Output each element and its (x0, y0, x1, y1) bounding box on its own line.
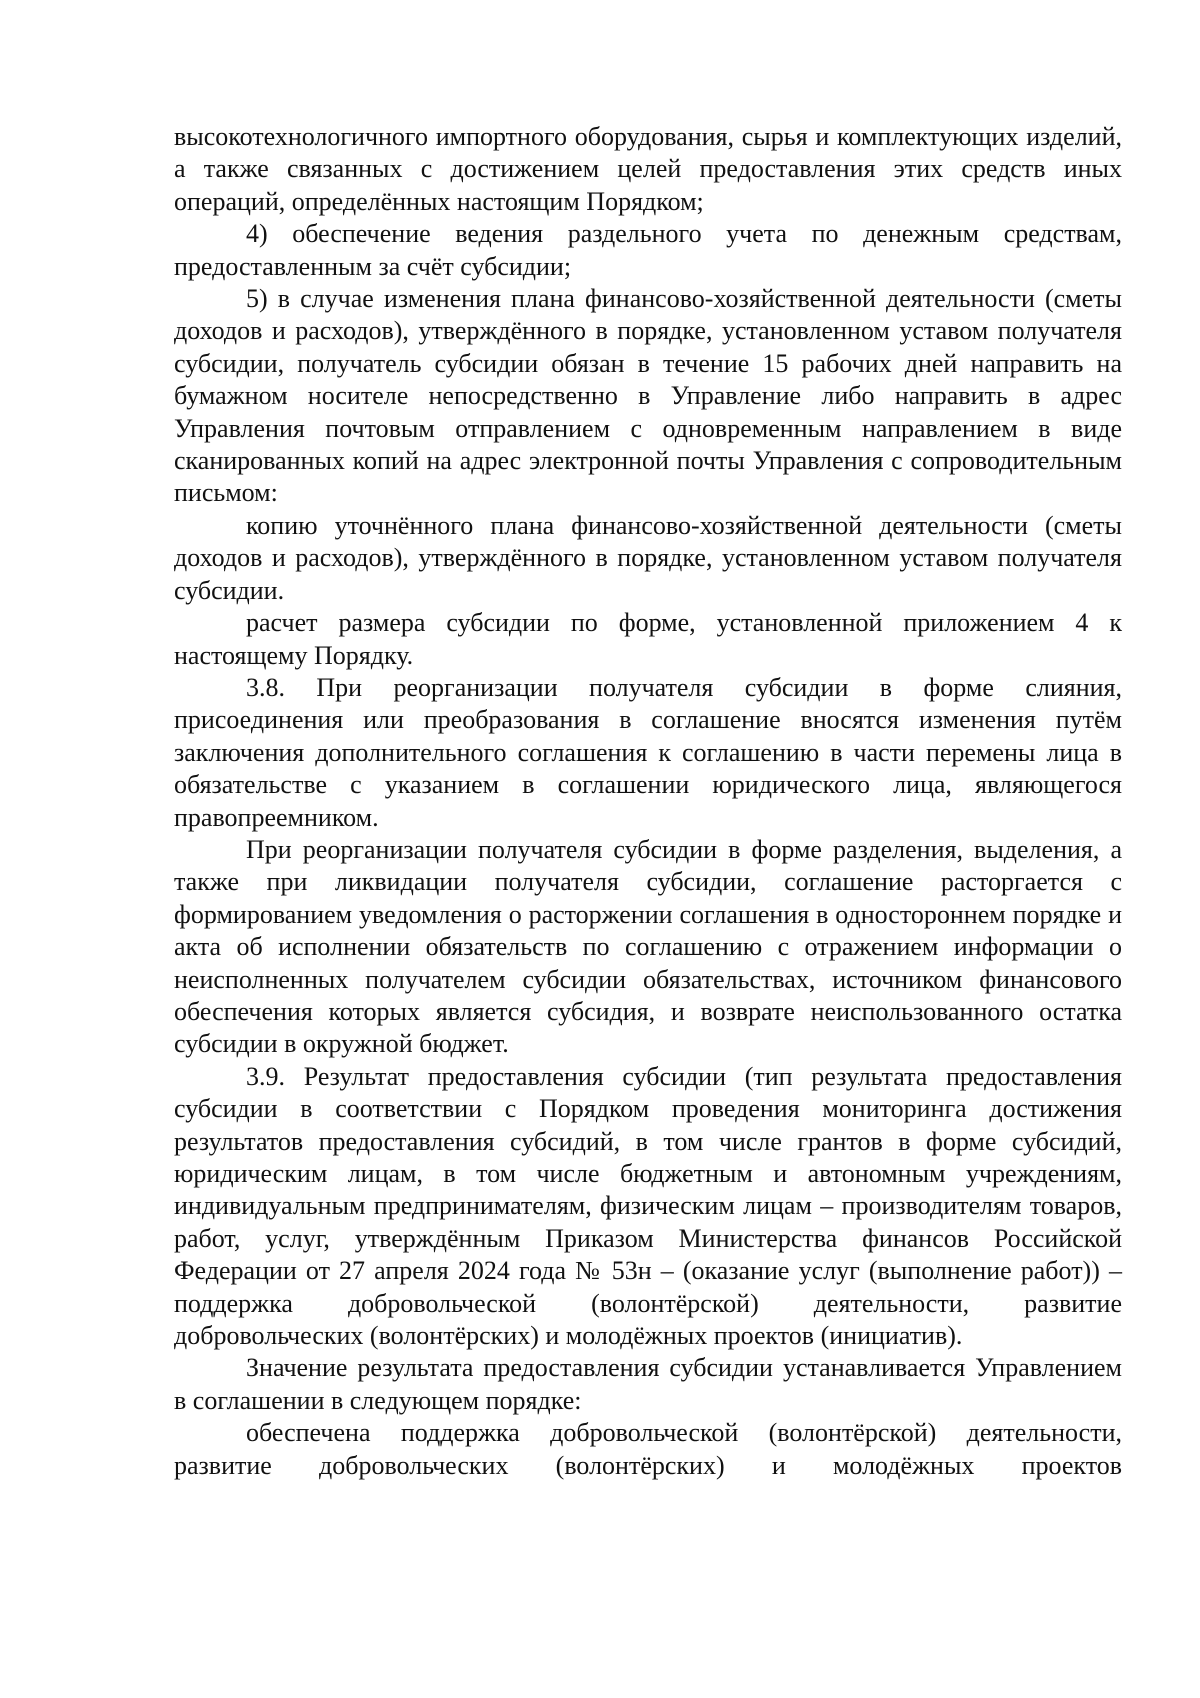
paragraph-item-4: 4) обеспечение ведения раздельного учета по денежным средствам, предоставленным за счёт субсидии; (174, 219, 1122, 281)
document-page (174, 121, 1122, 1482)
paragraph-plan-copy: копию уточнённого плана финансово-хозяйственной деятельности (сметы доходов и расходов), утверждённого в порядке, установленном уставом получателя субсидии. (174, 510, 1122, 605)
paragraph-item-5: 5) в случае изменения плана финансово-хозяйственной деятельности (сметы доходов и расходов), утверждённого в порядке, установленном уставом получателя субсидии, получатель субсидии обязан в течение 15 рабочих дней направить на бумажном носителе непосредственно в Управление либо направить в адрес Управления почтовым отправлением с одновременным направлением в виде сканированных копий на адрес электронной почты Управления с сопроводительным письмом: (174, 284, 1122, 508)
paragraph-support-provided: обеспечена поддержка добровольческой (волонтёрской) деятельности, развитие добровольческих (волонтёрских) и молодёжных проектов (174, 1418, 1122, 1480)
paragraph-continuation: высокотехнологичного импортного оборудования, сырья и комплектующих изделий, а также связанных с достижением целей предоставления этих средств иных операций, определённых настоящим Порядком; (174, 122, 1122, 216)
paragraph-3-9: 3.9. Результат предоставления субсидии (тип результата предоставления субсидии в соответствии с Порядком проведения мониторинга достижения результатов предоставления субсидий, в том числе грантов в форме субсидий, юридическим лицам, в том числе бюджетным и автономным учреждениям, индивидуальным предпринимателям, физическим лицам – производителям товаров, работ, услуг, утверждённым Приказом Министерства финансов Российской Федерации от 27 апреля 2024 года № 53н – (оказание услуг (выполнение работ)) – поддержка добровольческой (волонтёрской) деятельности, развитие добровольческих (волонтёрских) и молодёжных проектов (инициатив). (174, 1061, 1122, 1351)
paragraph-subsidy-calc: расчет размера субсидии по форме, установленной приложением 4 к настоящему Порядку. (174, 608, 1122, 670)
paragraph-reorganization: При реорганизации получателя субсидии в форме разделения, выделения, а также при ликвидации получателя субсидии, соглашение расторгается с формированием уведомления о расторжении соглашения в одностороннем порядке и акта об исполнении обязательств по соглашению с отражением информации о неисполненных получателем субсидии обязательствах, источником финансового обеспечения которых является субсидия, и возврате неиспользованного остатка субсидии в окружной бюджет. (174, 834, 1122, 1059)
paragraph-result-value: Значение результата предоставления субсидии устанавливается Управлением в соглашении в следующем порядке: (174, 1353, 1122, 1415)
paragraph-3-8: 3.8. При реорганизации получателя субсидии в форме слияния, присоединения или преобразования в соглашение вносятся изменения путём заключения дополнительного соглашения к соглашению в части перемены лица в обязательстве с указанием в соглашении юридического лица, являющегося правопреемником. (174, 672, 1122, 832)
